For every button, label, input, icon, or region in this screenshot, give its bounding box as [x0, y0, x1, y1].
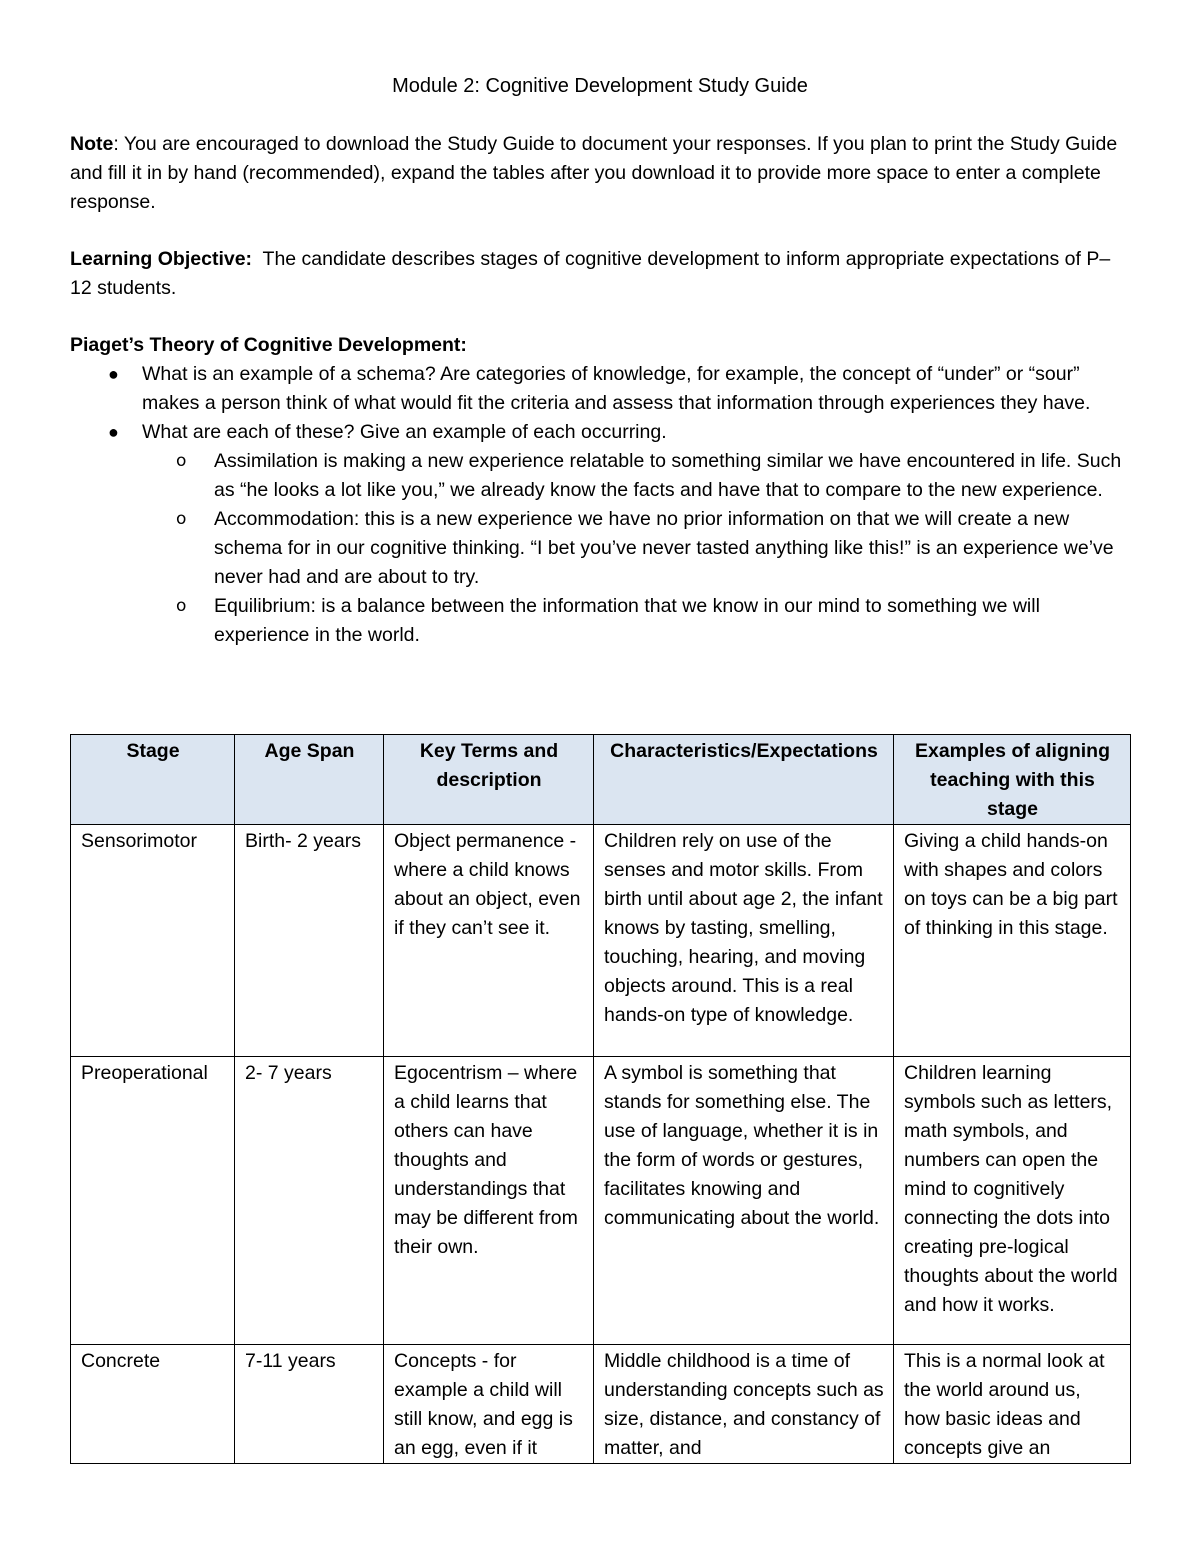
list-item — [70, 418, 1132, 650]
sub-item-text: Assimilation is making a new experience relatable to something similar we have encountered in life. Such as “he looks a lot like you,” we already know the facts and have that to compare to the new experience. — [214, 450, 1122, 501]
column-header-key-terms: Key Terms and description — [384, 735, 594, 825]
age-span-cell: Birth- 2 years — [235, 825, 384, 1057]
note-label: Note — [70, 133, 114, 155]
learning-objective-paragraph — [70, 245, 1130, 303]
characteristics-cell: Children rely on use of the senses and motor skills. From birth until about age 2, the infant knows by tasting, smelling, touching, hearing, and moving objects around. This is a real hands-on type of knowledge. — [594, 825, 894, 1057]
key-terms-cell: Object permanence - where a child knows about an object, even if they can’t see it. — [384, 825, 594, 1057]
stage-cell: Preoperational — [71, 1057, 235, 1345]
sub-list-item — [142, 592, 1132, 650]
column-header-age-span: Age Span — [235, 735, 384, 825]
stages-table — [70, 734, 1131, 1464]
circle-bullet-icon: o — [176, 451, 187, 471]
sub-item-text: Accommodation: this is a new experience we have no prior information on that we will create a new schema for in our cognitive thinking. “I bet you’ve never tasted anything like this!” is an experience we’ve never had and are about to try. — [214, 508, 1114, 588]
sub-list-item — [142, 505, 1132, 592]
question-list — [70, 360, 1132, 650]
column-header-examples: Examples of aligning teaching with this stage — [894, 735, 1131, 825]
section-heading: Piaget’s Theory of Cognitive Development: — [70, 334, 467, 356]
table-row — [71, 1345, 1131, 1464]
bullet-icon: ● — [108, 364, 119, 384]
bullet-text: What is an example of a schema? Are categories of knowledge, for example, the concept of “under” or “sour” makes a person think of what would fit the criteria and assess that information through experiences they have. — [142, 363, 1091, 414]
table-row — [71, 825, 1131, 1057]
examples-cell: This is a normal look at the world around us, how basic ideas and concepts give an — [894, 1345, 1131, 1464]
stage-cell: Sensorimotor — [71, 825, 235, 1057]
sub-list-item — [142, 447, 1132, 505]
document-title: Module 2: Cognitive Development Study Guide — [392, 75, 808, 97]
age-span-cell: 2- 7 years — [235, 1057, 384, 1345]
circle-bullet-icon: o — [176, 509, 187, 529]
key-terms-cell: Concepts - for example a child will still know, and egg is an egg, even if it — [384, 1345, 594, 1464]
age-span-cell: 7-11 years — [235, 1345, 384, 1464]
characteristics-cell: Middle childhood is a time of understanding concepts such as size, distance, and constancy of matter, and — [594, 1345, 894, 1464]
examples-cell: Giving a child hands-on with shapes and colors on toys can be a big part of thinking in this stage. — [894, 825, 1131, 1057]
sub-list — [142, 447, 1132, 650]
bullet-text: What are each of these? Give an example of each occurring. — [142, 421, 667, 443]
note-paragraph — [70, 130, 1130, 217]
note-text: : You are encouraged to download the Study Guide to document your responses. If you plan to print the Study Guide and fill it in by hand (recommended), expand the tables after you download it to provide more space to enter a complete response. — [70, 133, 1118, 213]
objective-label: Learning Objective: — [70, 248, 253, 270]
sub-item-text: Equilibrium: is a balance between the information that we know in our mind to something we will experience in the world. — [214, 595, 1040, 646]
characteristics-cell: A symbol is something that stands for something else. The use of language, whether it is in the form of words or gestures, facilitates knowing and communicating about the world. — [594, 1057, 894, 1345]
column-header-stage: Stage — [71, 735, 235, 825]
table-row — [71, 1057, 1131, 1345]
column-header-characteristics: Characteristics/Expectations — [594, 735, 894, 825]
circle-bullet-icon: o — [176, 596, 187, 616]
objective-text: The candidate describes stages of cognitive development to inform appropriate expectations of P–12 students. — [70, 248, 1111, 299]
key-terms-cell: Egocentrism – where a child learns that others can have thoughts and understandings that may be different from their own. — [384, 1057, 594, 1345]
bullet-icon: ● — [108, 422, 119, 442]
table-header-row — [71, 735, 1131, 825]
examples-cell: Children learning symbols such as letters, math symbols, and numbers can open the mind to cognitively connecting the dots into creating pre-logical thoughts about the world and how it works. — [894, 1057, 1131, 1345]
stage-cell: Concrete — [71, 1345, 235, 1464]
list-item — [70, 360, 1132, 418]
